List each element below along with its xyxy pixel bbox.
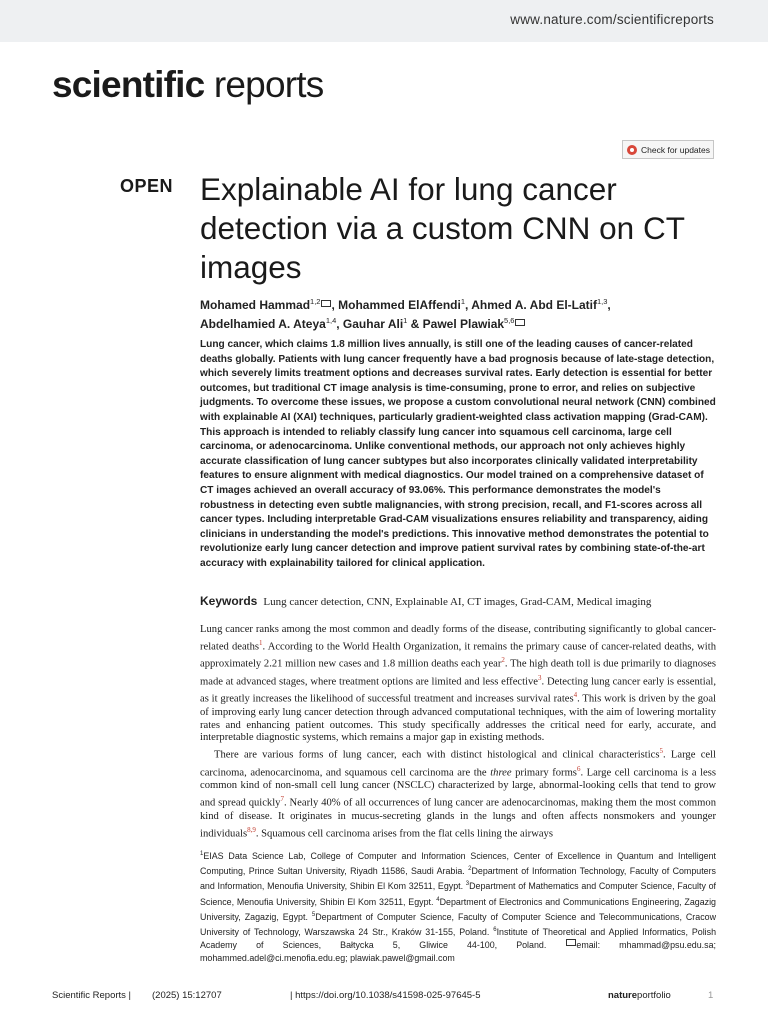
check-for-updates-button[interactable]: Check for updates	[622, 140, 714, 159]
author-affiliation-marker: 1,4	[325, 316, 337, 325]
author-name[interactable]: , Mohammed ElAffendi	[331, 298, 461, 312]
affiliation-text: Department of Computer Science, Faculty of Computer Science and Telecommunications, Cracow University of Technology, Warszawska 24 Str., Kraków 31-155, Poland.	[200, 911, 716, 937]
affiliation-text: Institute of Theoretical and Applied Informatics, Polish Academy of Sciences, Bałtycka 5, Gliwice 44-100, Poland.	[200, 926, 717, 951]
affiliations	[200, 848, 716, 965]
author-affiliation-marker: 1,3	[596, 297, 608, 306]
nature-portfolio-logo: natureportfolio	[608, 990, 671, 1001]
affiliation-text: Department of Information Technology, Faculty of Computers and Information, Menoufia University, Shibin El Kom 32511, Egypt.	[200, 866, 716, 892]
citation-link[interactable]: 1	[259, 638, 263, 647]
author-line-2	[200, 313, 720, 332]
author-affiliation-marker: 5,6	[504, 316, 515, 325]
citation-link[interactable]: 3	[538, 673, 542, 682]
email-icon[interactable]	[515, 319, 525, 326]
author-name[interactable]: Abdelhamied A. Ateya	[200, 317, 326, 331]
abstract: Lung cancer, which claims 1.8 million lives annually, is still one of the leading causes of cancer-related deaths globally. Patients with lung cancer frequently have a bad prognosis because of late-stage detection, which severely limits treatment options and decreases survival rates. Early detection is essential for better outcomes, but traditional CT image analysis is time-consuming, prone to error, and relies on subjective judgments. To overcome these issues, we propose a custom convolutional neural network (CNN) combined with explainable AI (XAI) techniques, particularly gradient-weighted class activation mapping (Grad-CAM). This approach is intended to reliably classify lung cancer into squamous cell carcinoma, large cell carcinoma, or adenocarcinoma. Unlike conventional methods, our approach not only achieves highly accurate classification of lung cancer subtypes but also incorporates clinically validated interpretability features to ensure alignment with medical diagnostics. Our model trained on a comprehensive dataset of CT images achieved an overall accuracy of 93.06%. This performance demonstrates the model's robustness in detecting even subtle malignancies, with strong precision, recall, and F1-scores across all cancer types. Including interpretable Grad-CAM visualizations ensures reliability and transparency, aiding clinicians in understanding the model's predictions. This innovative method demonstrates the potential to revolutionize early lung cancer detection and improve patient survival rates by combining state-of-the-art accuracy with explainability tailored for clinical application.	[200, 339, 716, 569]
body-paragraph: There are various forms of lung cancer, each with distinct histological and clinical characteristics$^5$. Large cell carcinoma, adenocarcinoma, and squamous cell carcinoma are the three primary forms$^6$. Large cell carcinoma is a less common kind of non-small cell lung cancer (NSCLC) characterized by large, abnormal-looking cells that tend to grow and spread quickly$^7$. Nearly 40% of all occurrences of lung cancer are adenocarcinomas, making them the most common kind of disease. It originates in mucus-secreting glands in the lungs and often affects nonsmokers and younger individuals$^{8,9}$. Squamous cell carcinoma arises from the flat cells lining the airways	[200, 747, 716, 840]
journal-logo: scientific reports	[52, 64, 324, 105]
page-number: 1	[708, 990, 714, 1001]
email-icon	[566, 939, 576, 946]
affiliation-text: Department of Mathematics and Computer Science, Faculty of Science, Menoufia University, Shibin El Kom 32511, Egypt.	[200, 881, 716, 907]
body-text	[200, 624, 716, 841]
author-affiliation-marker: 1,2	[310, 297, 321, 306]
author-name[interactable]: & Pawel Plawiak	[407, 317, 505, 331]
citation-link[interactable]: 5	[659, 747, 663, 756]
affiliation-text: email: mhammad@psu.edu.sa; mohammed.adel@ci.menofia.edu.eg; plawiak.pawel@gmail.com	[200, 940, 716, 964]
affiliation-marker: 4	[436, 896, 440, 903]
citation-link[interactable]: 8,9	[247, 825, 256, 834]
affiliation-text: Department of Electronics and Communications Engineering, Zagazig University, Zagazig, Egypt.	[200, 896, 716, 922]
top-bar	[0, 0, 768, 42]
footer-journal: Scientific Reports |	[52, 990, 132, 1001]
citation-link[interactable]: 6	[576, 764, 581, 773]
author-list	[200, 294, 720, 332]
author-affiliation-marker: 1	[403, 316, 408, 325]
journal-url[interactable]: www.nature.com/scientificreports	[510, 12, 714, 27]
open-access-label: OPEN	[120, 176, 174, 196]
affiliation-marker: 1	[200, 851, 204, 857]
keywords-text: Lung cancer detection, CNN, Explainable AI, CT images, Grad-CAM, Medical imaging	[263, 596, 652, 608]
footer-citation: (2025) 15:12707	[152, 990, 222, 1001]
email-icon[interactable]	[321, 300, 331, 307]
author-line-1	[200, 294, 720, 313]
author-name[interactable]: , Gauhar Ali	[336, 317, 404, 331]
affiliation-marker: 2	[468, 866, 472, 873]
body-paragraph: Lung cancer ranks among the most common and deadly forms of the disease, contributing significantly to global cancer-related deaths$^1$. According to the World Health Organization, it remains the primary cause of cancer-related deaths, with approximately 2.21 million new cases and 1.8 million deaths each year$^2$. The high death toll is due primarily to diagnoses made at advanced stages, where treatment options are limited and less effective$^3$. Detecting lung cancer early is essential, as it greatly increases the likelihood of successful treatment and increases survival rates$^4$. This work is driven by the goal of improving early lung cancer detection through advanced computational techniques, with the aim of lowering mortality rates and enhancing patient outcomes. This study specifically addresses the critical need for early, accurate, and interpretable diagnostic systems, which remains a major gap in existing methods.	[200, 624, 717, 744]
keywords-label: Keywords	[200, 594, 258, 608]
affiliation-marker: 6	[493, 926, 497, 933]
citation-link[interactable]: 7	[280, 795, 284, 804]
author-name[interactable]: Mohamed Hammad	[200, 298, 311, 312]
keywords	[200, 594, 720, 608]
author-affiliation-marker: 1	[460, 297, 465, 306]
check-updates-icon	[627, 145, 637, 155]
affiliation-marker: 3	[465, 881, 470, 888]
footer-doi-link[interactable]: | https://doi.org/10.1038/s41598-025-97645-5	[290, 990, 481, 1001]
citation-link[interactable]: 4	[573, 691, 578, 700]
author-name[interactable]: ,	[607, 298, 611, 312]
article-title: Explainable AI for lung cancer detection via a custom CNN on CT images	[200, 171, 685, 285]
author-name[interactable]: , Ahmed A. Abd El-Latif	[464, 298, 597, 312]
citation-link[interactable]: 2	[501, 656, 505, 665]
affiliation-marker: 5	[311, 911, 316, 918]
affiliation-text: EIAS Data Science Lab, College of Computer and Information Sciences, Center of Excellence in Quantum and Intelligent Computing, Prince Sultan University, Riyadh 11586, Saudi Arabia.	[200, 850, 716, 877]
